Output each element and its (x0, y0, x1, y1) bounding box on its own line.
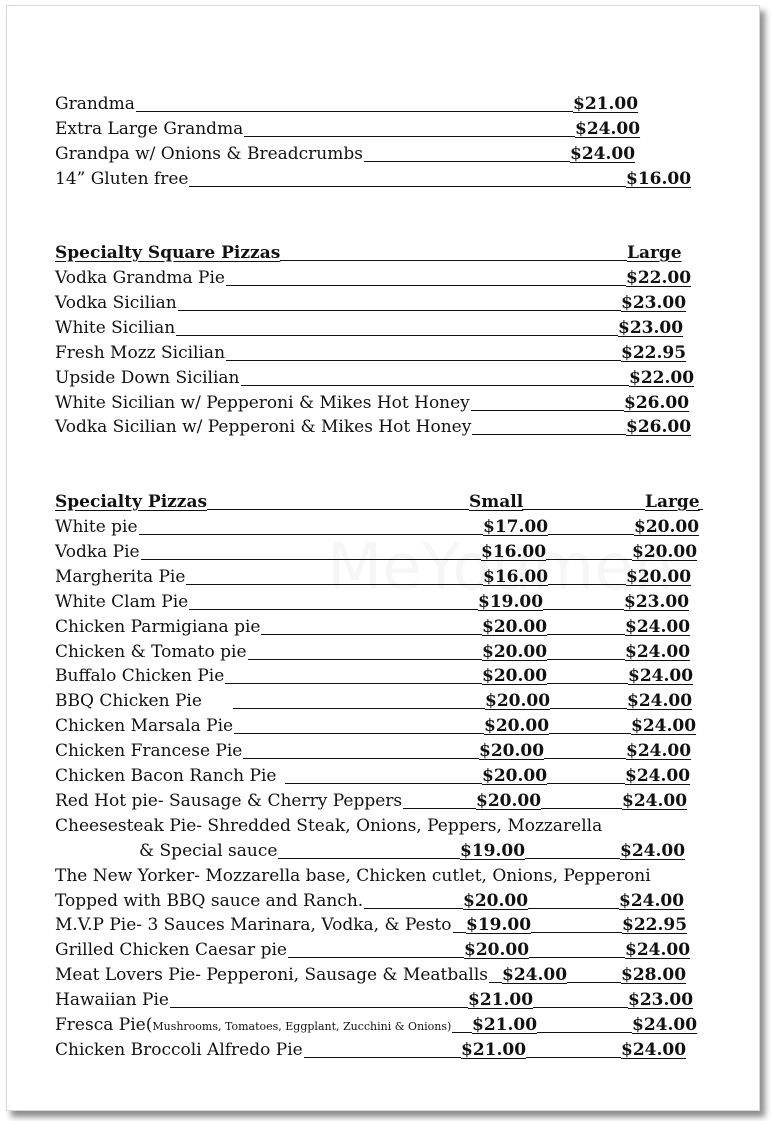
item-price: $24.00 (575, 118, 641, 139)
item-price-small: $20.00 (463, 890, 529, 911)
menu-item (55, 913, 707, 938)
leader-line (176, 335, 618, 336)
item-name: Vodka Sicilian (55, 291, 178, 316)
item-price-large: $23.00 (624, 591, 690, 612)
section-title: Specialty Pizzas (55, 492, 208, 512)
leader-line (225, 683, 482, 684)
menu-content (7, 6, 759, 1110)
menu-item (55, 142, 707, 167)
leader-line (186, 584, 483, 585)
menu-item (55, 664, 707, 689)
menu-item (55, 515, 707, 540)
item-price-small: $21.00 (461, 1039, 527, 1060)
leader-line (525, 858, 620, 859)
item-name-text: Fresca Pie( (55, 1015, 153, 1035)
item-price-large: $24.00 (625, 641, 691, 662)
item-price-large: $24.00 (621, 1039, 687, 1060)
item-name: White pie (55, 515, 139, 540)
item-name-continued: Topped with BBQ sauce and Ranch. (55, 889, 364, 914)
leader-line (234, 733, 484, 734)
menu-item (55, 615, 707, 640)
item-price-small: $20.00 (464, 940, 530, 961)
item-price-small: $24.00 (502, 965, 568, 986)
menu-item (55, 92, 707, 117)
item-name: Extra Large Grandma (55, 117, 244, 142)
leader-line (139, 534, 483, 535)
item-price-small: $20.00 (484, 716, 550, 737)
leader-line (226, 360, 621, 361)
menu-item (55, 963, 707, 988)
menu-item (55, 590, 707, 615)
item-name: Upside Down Sicilian (55, 366, 241, 391)
menu-item (55, 988, 707, 1013)
column-header-small: Small (469, 492, 524, 512)
leader-line (489, 982, 502, 983)
leader-line (304, 1057, 461, 1058)
leader-line (364, 908, 463, 909)
section-heading-square (55, 241, 707, 266)
leader-line (233, 708, 485, 709)
leader-line (278, 858, 460, 859)
item-price-small: $20.00 (479, 741, 545, 762)
menu-item (55, 640, 707, 665)
item-price-large: $23.00 (628, 990, 694, 1011)
item-price-small: $19.00 (478, 591, 544, 612)
menu-item-line1 (55, 814, 707, 839)
item-price-small: $20.00 (482, 766, 548, 786)
item-name: 14” Gluten free (55, 167, 189, 192)
leader-line (472, 434, 626, 435)
leader-line (280, 260, 627, 261)
menu-item (55, 366, 707, 391)
item-name: Vodka Grandma Pie (55, 266, 226, 291)
leader-line (528, 908, 619, 909)
leader-line (241, 385, 630, 386)
item-price-large: $22.95 (621, 342, 687, 363)
leader-line (547, 783, 625, 784)
item-price-large: $26.00 (626, 417, 692, 438)
leader-line (403, 808, 476, 809)
item-price-small: $21.00 (468, 990, 534, 1011)
leader-line (244, 136, 575, 137)
item-price-small: $20.00 (485, 691, 551, 712)
menu-item (55, 316, 707, 341)
leader-line (178, 310, 621, 311)
column-header-large: Large (627, 243, 682, 263)
item-name: Meat Lovers Pie- Pepperoni, Sausage & Meatballs (55, 963, 489, 988)
item-name-continued: & Special sauce (139, 839, 278, 864)
item-note: Mushrooms, Tomatoes, Eggplant, Zucchini & Onions) (152, 1020, 452, 1033)
item-price-small: $19.00 (460, 840, 526, 861)
leader-line (548, 584, 626, 585)
item-price-small: $16.00 (483, 566, 549, 587)
leader-line (531, 932, 622, 933)
leader-line (285, 783, 482, 784)
item-price-small: $20.00 (482, 641, 548, 662)
item-price-large: $23.00 (621, 292, 687, 313)
leader-line (547, 634, 625, 635)
leader-line (207, 509, 469, 510)
item-price-large: $22.00 (626, 268, 692, 288)
item-name: White Sicilian w/ Pepperoni & Mikes Hot Honey (55, 391, 471, 416)
menu-item (55, 839, 707, 864)
section-title: Specialty Square Pizzas (55, 243, 281, 263)
item-price-large: $22.00 (629, 367, 695, 388)
menu-item (55, 266, 707, 291)
item-price-large: $24.00 (625, 766, 691, 786)
menu-item (55, 1038, 707, 1063)
item-name (55, 1013, 452, 1039)
item-name: Vodka Pie (55, 540, 141, 565)
item-name: Chicken Francese Pie (55, 739, 243, 764)
leader-line (243, 758, 479, 759)
leader-line (453, 932, 466, 933)
item-price-large: $24.00 (626, 741, 692, 762)
item-name: Fresh Mozz Sicilian (55, 341, 226, 366)
item-price-large: $24.00 (625, 616, 691, 637)
item-price-small: $17.00 (483, 517, 549, 537)
leader-line (537, 1032, 632, 1033)
menu-item-line1 (55, 864, 707, 889)
leader-line (141, 559, 481, 560)
menu-item (55, 565, 707, 590)
leader-line (698, 509, 703, 510)
menu-item (55, 1013, 707, 1038)
leader-line (529, 957, 625, 958)
menu-item (55, 689, 707, 714)
item-price-large: $24.00 (627, 691, 693, 712)
item-price: $24.00 (570, 143, 636, 164)
item-price-large: $24.00 (631, 716, 697, 737)
item-name: Grandpa w/ Onions & Breadcrumbs (55, 142, 364, 167)
item-name: Grandma (55, 92, 136, 117)
item-name: Margherita Pie (55, 565, 186, 590)
leader-line (288, 957, 464, 958)
menu-item (55, 540, 707, 565)
item-name: Red Hot pie- Sausage & Cherry Peppers (55, 789, 403, 814)
item-price-small: $20.00 (476, 790, 542, 811)
item-name: M.V.P Pie- 3 Sauces Marinara, Vodka, & Pesto (55, 913, 453, 938)
item-price-small: $19.00 (466, 915, 532, 936)
section-heading-specialty (55, 490, 707, 515)
item-name: Hawaiian Pie (55, 988, 170, 1013)
menu-item (55, 341, 707, 366)
item-name: Buffalo Chicken Pie (55, 664, 225, 689)
item-price-large: $20.00 (634, 517, 700, 537)
leader-line (547, 659, 625, 660)
item-price-large: $24.00 (628, 666, 694, 687)
leader-line (526, 1057, 621, 1058)
menu-item (55, 764, 707, 789)
leader-line (541, 808, 622, 809)
leader-line (550, 708, 627, 709)
menu-item (55, 889, 707, 914)
menu-item (55, 291, 707, 316)
leader-line (549, 733, 631, 734)
menu-item (55, 391, 707, 416)
item-name: BBQ Chicken Pie (55, 689, 203, 714)
menu-item (55, 789, 707, 814)
menu-item (55, 938, 707, 963)
item-price-large: $24.00 (619, 890, 685, 911)
leader-line (189, 609, 478, 610)
leader-line (261, 634, 482, 635)
column-header-large: Large (645, 492, 700, 512)
item-name: Cheesesteak Pie- Shredded Steak, Onions, Peppers, Mozzarella (55, 814, 603, 839)
item-name: Chicken Marsala Pie (55, 714, 234, 739)
leader-line (567, 982, 621, 983)
leader-line (136, 111, 573, 112)
item-name: White Sicilian (55, 316, 176, 341)
item-price: $21.00 (573, 94, 639, 114)
leader-line (471, 410, 624, 411)
leader-line (248, 659, 482, 660)
menu-item (55, 117, 707, 142)
item-price-small: $20.00 (482, 666, 548, 687)
leader-line (189, 186, 626, 187)
item-price-large: $24.00 (625, 940, 691, 961)
leader-line (522, 509, 645, 510)
item-price-large: $24.00 (632, 1015, 698, 1035)
item-price: $16.00 (626, 168, 692, 189)
item-price-large: $24.00 (622, 790, 688, 811)
leader-line (546, 559, 632, 560)
item-price-small: $20.00 (482, 616, 548, 637)
menu-item (55, 415, 707, 440)
item-name: Chicken Parmigiana pie (55, 615, 261, 640)
item-name: Chicken & Tomato pie (55, 640, 248, 665)
item-price-large: $20.00 (626, 566, 692, 587)
menu-item (55, 739, 707, 764)
menu-item (55, 167, 707, 192)
item-price-large: $24.00 (620, 840, 686, 861)
item-price-large: $23.00 (618, 317, 684, 338)
item-name: Grilled Chicken Caesar pie (55, 938, 288, 963)
leader-line (543, 609, 624, 610)
menu-item (55, 714, 707, 739)
leader-line (547, 683, 628, 684)
leader-line (170, 1007, 468, 1008)
item-price-large: $28.00 (621, 965, 687, 986)
item-name: Chicken Broccoli Alfredo Pie (55, 1038, 304, 1063)
leader-line (548, 534, 634, 535)
item-name: Chicken Bacon Ranch Pie (55, 764, 277, 789)
item-name: The New Yorker- Mozzarella base, Chicken cutlet, Onions, Pepperoni (55, 864, 652, 889)
leader-line (452, 1032, 472, 1033)
menu-page (6, 5, 760, 1111)
item-price-large: $26.00 (624, 392, 690, 413)
item-price-small: $21.00 (472, 1015, 538, 1035)
item-price-large: $20.00 (632, 541, 698, 562)
item-price-small: $16.00 (481, 541, 547, 562)
item-name: Vodka Sicilian w/ Pepperoni & Mikes Hot Honey (55, 415, 472, 440)
leader-line (533, 1007, 628, 1008)
leader-line (544, 758, 626, 759)
leader-line (226, 285, 626, 286)
leader-line (364, 161, 570, 162)
item-price-large: $22.95 (622, 915, 688, 936)
item-name: White Clam Pie (55, 590, 189, 615)
